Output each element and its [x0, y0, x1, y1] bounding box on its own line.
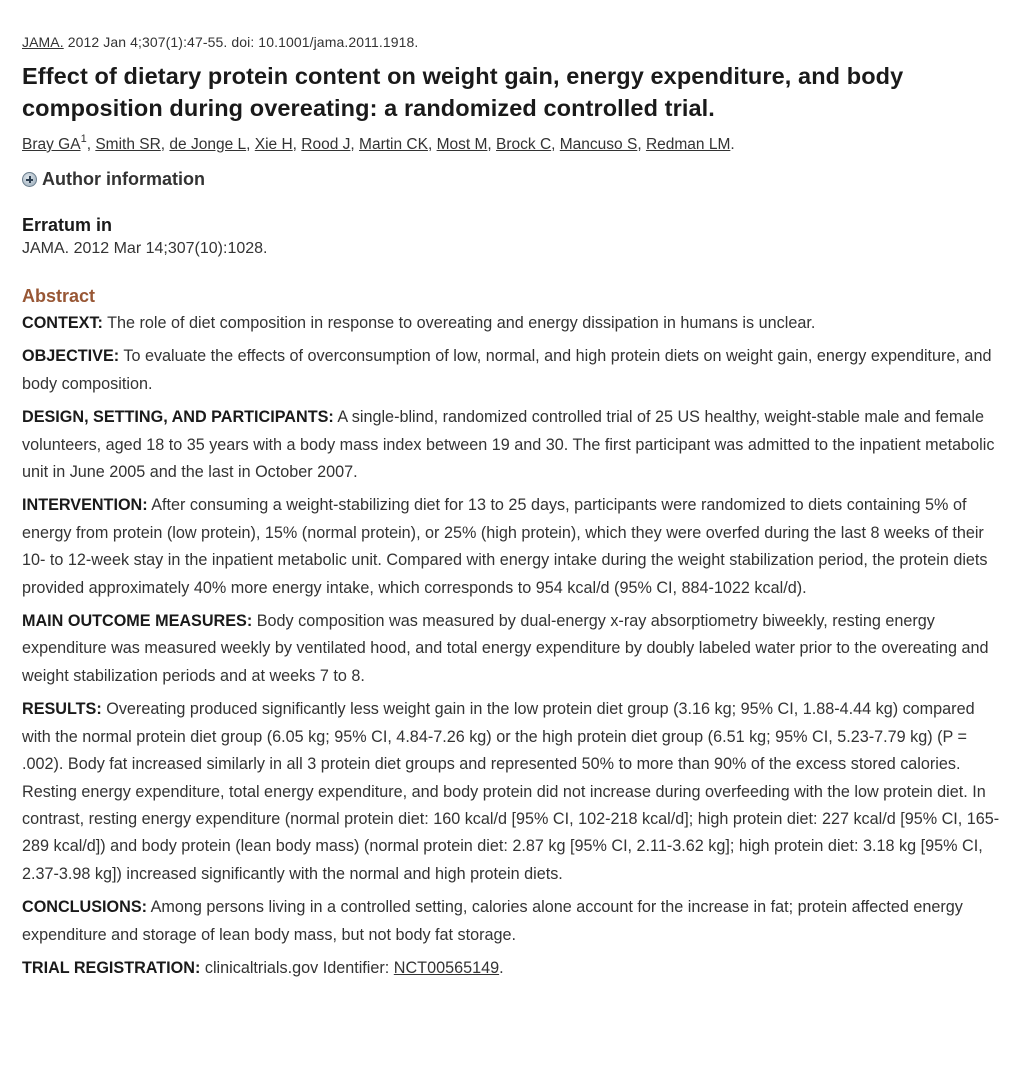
section-label: MAIN OUTCOME MEASURES:: [22, 612, 253, 631]
section-text: Overeating produced significantly less weight gain in the low protein diet group (3.16 kg; 95% CI, 1.88-4.44 kg) compared with the normal protein diet group (6.05 kg; 95% CI, 4.84-7.26 kg) or the high protein diet group (6.51 kg; 95% CI, 5.23-7.79 kg) (P = .002). Body fat increased similarly in all 3 protein diet groups and represented 50% to more than 90% of the excess stored calories. Resting energy expenditure, total energy expenditure, and body protein did not increase during overfeeding with the low protein diet. In contrast, resting energy expenditure (normal protein diet: 160 kcal/d [95% CI, 102-218 kcal/d]; high protein diet: 227 kcal/d [95% CI, 165-289 kcal/d]) and body protein (lean body mass) (normal protein diet: 2.87 kg [95% CI, 2.11-3.62 kg]; high protein diet: 3.18 kg [95% CI, 2.37-3.98 kg]) increased significantly with the normal and high protein diets.: [22, 700, 1000, 883]
abstract-section-intervention: [22, 492, 1004, 602]
section-label: OBJECTIVE:: [22, 347, 120, 366]
section-text: clinicaltrials.gov Identifier:: [200, 958, 394, 977]
author-link[interactable]: Redman LM: [645, 136, 731, 153]
abstract-section-design: [22, 404, 1004, 486]
section-label: INTERVENTION:: [22, 496, 148, 515]
author-information-label: Author information: [42, 169, 205, 189]
section-label: TRIAL REGISTRATION:: [22, 958, 201, 977]
section-text: Among persons living in a controlled setting, calories alone account for the increase in fat; protein affected energy expenditure and storage of lean body mass, but not body fat storage.: [22, 898, 963, 944]
abstract-section-context: [22, 310, 1004, 337]
author-information-toggle[interactable]: [22, 169, 1004, 190]
author-link[interactable]: Xie H: [254, 136, 293, 153]
author-link[interactable]: Most M: [436, 136, 488, 153]
section-label: DESIGN, SETTING, AND PARTICIPANTS:: [22, 408, 334, 427]
section-label: CONCLUSIONS:: [22, 898, 148, 917]
author-link[interactable]: Rood J: [301, 136, 351, 153]
author-list: Bray $GA^1$, Smith SR, de Jonge L, Xie H, Rood J, Martin CK, Most M, Brock C, Mancuso S, Redman LM.: [22, 133, 735, 153]
abstract-section-results: [22, 696, 1004, 888]
section-label: CONTEXT:: [22, 314, 103, 332]
section-label: RESULTS:: [22, 700, 102, 719]
citation-line: [22, 33, 1004, 51]
expand-plus-icon[interactable]: [22, 172, 37, 187]
article-page: [22, 0, 1004, 988]
author-link[interactable]: de Jonge L: [169, 136, 247, 153]
section-text: After consuming a weight-stabilizing diet for 13 to 25 days, participants were randomized to diets containing 5% of energy from protein (low protein), 15% (normal protein), or 25% (high protein), which they were overfed during the last 8 weeks of their 10- to 12-week stay in the inpatient metabolic unit. Compared with energy intake during the weight stabilization period, the protein diets provided approximately 40% more energy intake, which corresponds to 954 kcal/d (95% CI, 884-1022 kcal/d).: [22, 496, 988, 597]
author-affiliation-sup[interactable]: 1: [80, 133, 87, 145]
author-link[interactable]: Bray GA: [22, 136, 81, 153]
article-title: Effect of dietary protein content on weight gain, energy expenditure, and body composition during overeating: a randomized controlled trial.: [22, 63, 904, 121]
author-link[interactable]: Martin CK: [359, 136, 428, 153]
section-text: A single-blind, randomized controlled trial of 25 US healthy, weight-stable male and female volunteers, aged 18 to 35 years with a body mass index between 19 and 30. The first participant was admitted to the inpatient metabolic unit in June 2005 and the last in October 2007.: [22, 408, 995, 482]
trial-id-link[interactable]: NCT00565149: [393, 958, 500, 977]
author-link[interactable]: Brock C: [496, 136, 552, 153]
section-text: To evaluate the effects of overconsumption of low, normal, and high protein diets on weight gain, energy expenditure, and body composition.: [22, 347, 992, 393]
journal-link[interactable]: JAMA.: [22, 34, 64, 50]
erratum-heading: Erratum in: [22, 215, 113, 235]
author-link[interactable]: Mancuso S: [559, 136, 638, 153]
citation-details: 2012 Jan 4;307(1):47-55. doi: 10.1001/jama.2011.1918.: [63, 34, 419, 50]
abstract-section-objective: [22, 343, 1004, 398]
erratum-text: JAMA. 2012 Mar 14;307(10):1028.: [22, 240, 268, 257]
section-text: Body composition was measured by dual-energy x-ray absorptiometry biweekly, resting energy expenditure was measured weekly by ventilated hood, and total energy expenditure by doubly labeled water prior to the overeating and weight stabilization periods and at weeks 7 to 8.: [22, 612, 989, 685]
section-text: The role of diet composition in response to overeating and energy dissipation in humans is unclear.: [102, 314, 816, 332]
abstract-section-outcome-measures: [22, 608, 1004, 690]
abstract-section-trial-registration: [22, 955, 1004, 982]
abstract-heading: Abstract: [22, 286, 96, 306]
section-end: .: [499, 958, 504, 977]
abstract-section-conclusions: [22, 894, 1004, 949]
author-link[interactable]: Smith SR: [95, 136, 161, 153]
